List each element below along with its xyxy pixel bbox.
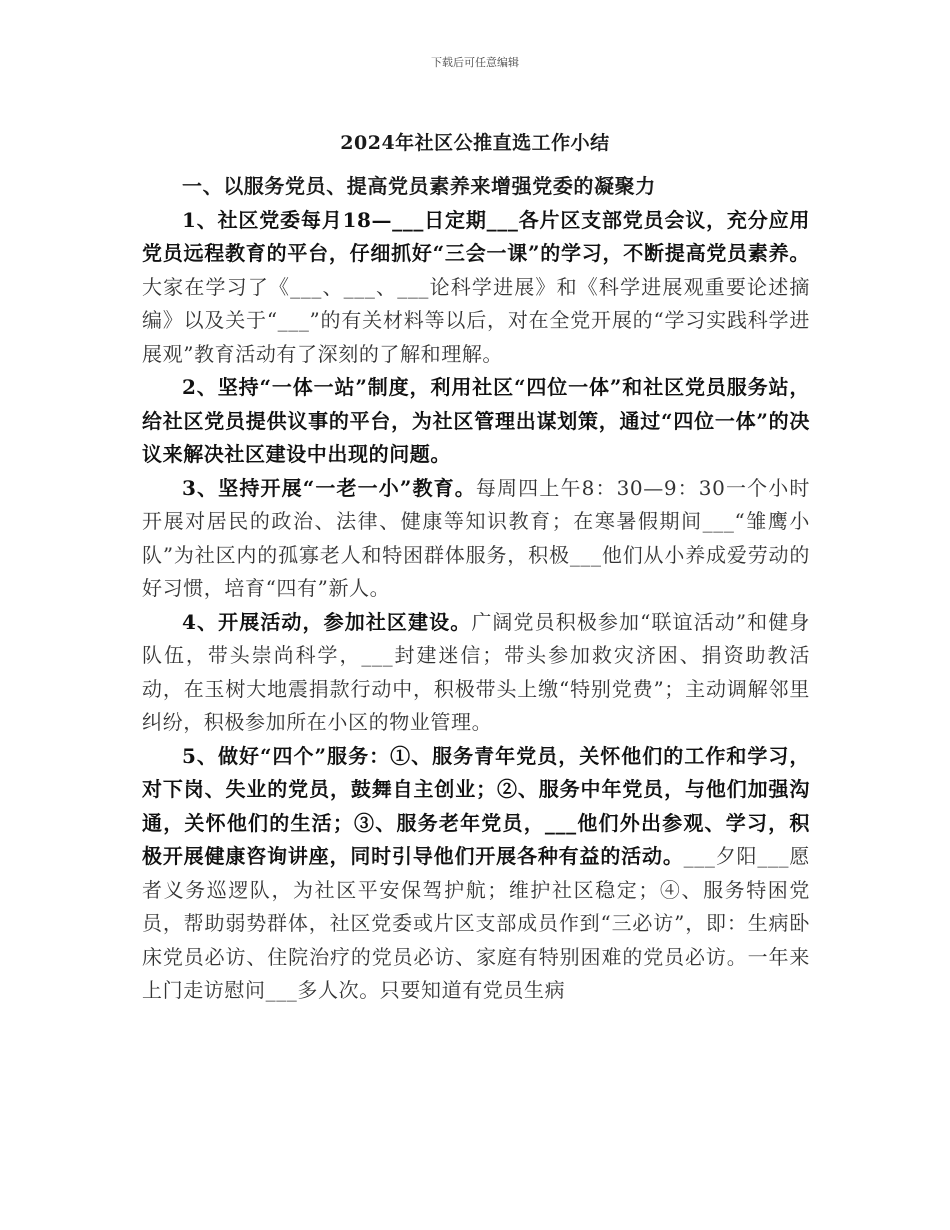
document-body [142,170,810,1008]
paragraph-1-bold: 1、社区党委每月18—___日定期___各片区支部党员会议，充分应用党员远程教育的平台，仔细抓好“三会一课”的学习，不断提高党员素养。 [142,207,810,265]
header-note: 下载后可任意编辑 [431,56,519,69]
paragraph-4 [142,606,810,740]
paragraph-4-normal: 广阔党员积极参加“联谊活动”和健身队伍，带头崇尚科学，___封建迷信；带头参加救灾济困、捐资助教活动，在玉树大地震捐款行动中，积极带头上缴“特别党费”；主动调解邻里纠纷，积极参加所在小区的物业管理。 [142,609,810,734]
section-heading: 一、以服务党员、提高党员素养来增强党委的凝聚力 [182,174,656,198]
document-title: 2024年社区公推直选工作小结 [340,132,610,154]
paragraph-2-bold: 2、坚持“一体一站”制度，利用社区“四位一体”和社区党员服务站，给社区党员提供议事的平台，为社区管理出谋划策，通过“四位一体”的决议来解决社区建设中出现的问题。 [142,375,810,466]
paragraph-3 [142,472,810,606]
paragraph-4-bold: 4、开展活动，参加社区建设。 [182,609,472,634]
paragraph-5-bold: 5、做好“四个”服务：①、服务青年党员，关怀他们的工作和学习，对下岗、失业的党员，鼓舞自主创业；②、服务中年党员，与他们加强沟通，关怀他们的生活；③、服务老年党员，___他们外出参观、学习，积极开展健康咨询讲座，同时引导他们开展各种有益的活动。 [142,743,810,868]
paragraph-3-bold: 3、坚持开展“一老一小”教育。 [182,475,476,500]
paragraph-1-normal: 大家在学习了《___、___、___论科学进展》和《科学进展观重要论述摘编》以及关于“___”的有关材料等以后，对在全党开展的“学习实践科学进展观”教育活动有了深刻的了解和理解。 [142,274,810,366]
paragraph-1 [142,204,810,372]
paragraph-5 [142,740,810,1008]
paragraph-3-normal: 每周四上午8：30—9：30一个小时开展对居民的政治、法律、健康等知识教育；在寒暑假期间___“雏鹰小队”为社区内的孤寡老人和特困群体服务，积极___他们从小养成爱劳动的好习惯，培育“四有”新人。 [142,475,810,600]
paragraph-2 [142,371,810,472]
paragraph-5-normal: ___夕阳___愿者义务巡逻队，为社区平安保驾护航；维护社区稳定；④、服务特困党员，帮助弱势群体，社区党委或片区支部成员作到“三必访”，即：生病卧床党员必访、住院治疗的党员必访、家庭有特别困难的党员必访。一年来上门走访慰问___多人次。只要知道有党员生病 [142,844,810,1002]
